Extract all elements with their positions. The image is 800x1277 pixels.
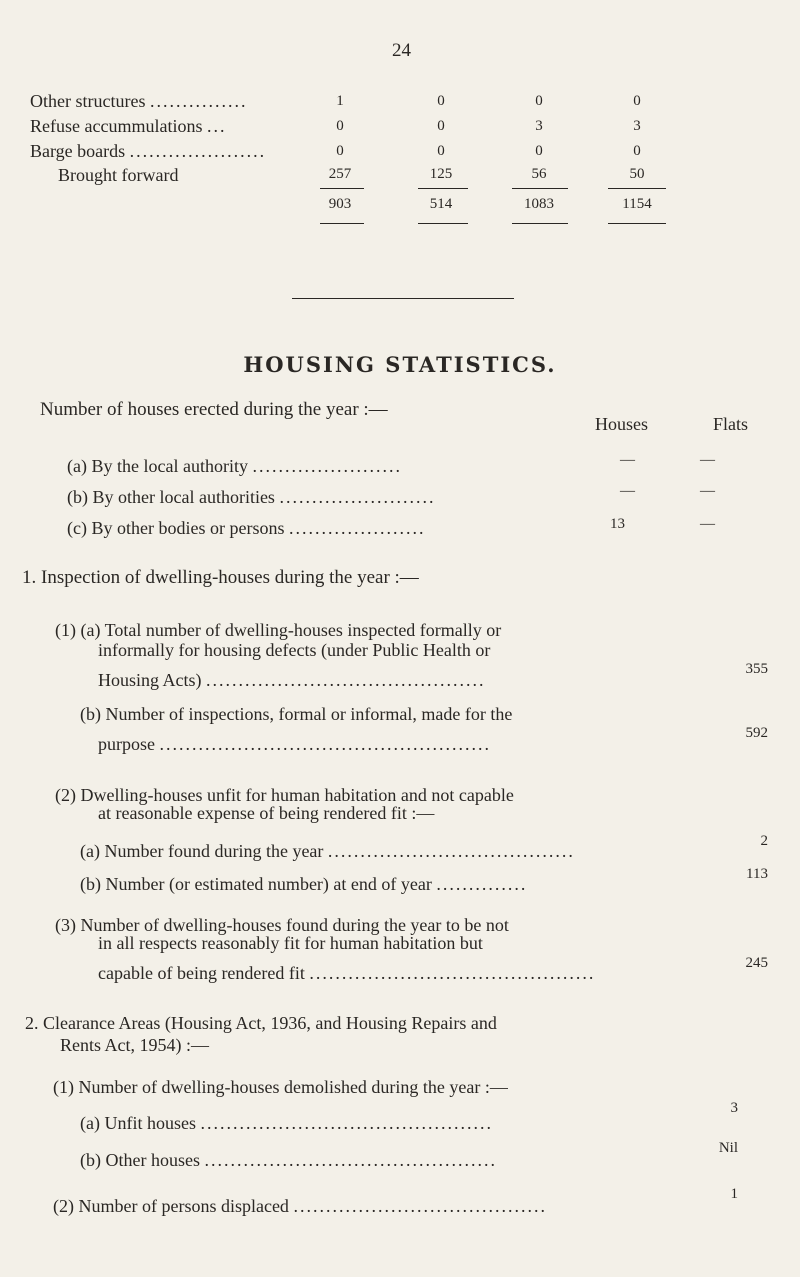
divider [320,188,364,189]
erected-row-label: (b) By other local authorities ........................ [67,487,436,507]
item-2b-value: 113 [746,866,768,882]
item-1a-value: 355 [745,661,768,677]
item-1b-text: (b) Number of inspections, formal or informal, made for the [80,704,513,724]
clearance-heading: 2. Clearance Areas (Housing Act, 1936, and Housing Repairs and [25,1013,497,1033]
divider [418,188,468,189]
table-cell: 50 [629,166,645,182]
erected-flats-value: — [700,516,715,532]
item-2a-value: 2 [760,833,768,849]
table-cell: 0 [336,118,344,134]
inspection-heading: 1. Inspection of dwelling-houses during the year :— [22,567,419,588]
item-3-text: (3) Number of dwelling-houses found during the year to be not [55,915,509,935]
col-houses-header: Houses [595,414,648,434]
table-total: 1154 [622,196,652,212]
table-cell: 0 [336,143,344,159]
divider [608,188,666,189]
table-cell: 257 [328,166,352,182]
table-row-label: Brought forward [58,165,179,185]
demolished-heading: (1) Number of dwelling-houses demolished during the year :— [53,1077,508,1097]
divider [320,223,364,224]
unfit-houses-text: (a) Unfit houses ............................................. [80,1113,493,1133]
table-cell: 3 [633,118,641,134]
persons-displaced-text: (2) Number of persons displaced ....................................... [53,1196,547,1216]
table-cell: 0 [633,143,641,159]
divider [608,223,666,224]
item-2a-text: (a) Number found during the year ...................................... [80,841,575,861]
erected-heading: Number of houses erected during the year :— [40,399,388,420]
table-cell: 0 [633,93,641,109]
section-title: HOUSING STATISTICS. [243,352,557,377]
item-1b-value: 592 [745,725,768,741]
table-cell: 56 [531,166,547,182]
item-3-text: capable of being rendered fit ............................................ [98,963,596,983]
erected-flats-value: — [700,452,715,468]
table-cell: 0 [535,93,543,109]
unfit-houses-value: 3 [730,1100,738,1116]
divider [512,188,568,189]
item-3-text: in all respects reasonably fit for human habitation but [98,933,483,953]
divider [418,223,468,224]
item-2-text: (2) Dwelling-houses unfit for human habitation and not capable [55,785,514,805]
table-cell: 125 [429,166,453,182]
item-2-text: at reasonable expense of being rendered fit :— [98,803,435,823]
item-2b-text: (b) Number (or estimated number) at end of year .............. [80,874,528,894]
item-1a-text: Housing Acts) ........................................... [98,670,486,690]
col-flats-header: Flats [713,414,749,434]
other-houses-value: Nil [718,1140,738,1156]
erected-row-label: (a) By the local authority ....................... [67,456,402,476]
divider [512,223,568,224]
item-3-value: 245 [745,955,768,971]
erected-houses-value: — [620,483,635,499]
item-1a-text: (1) (a) Total number of dwelling-houses inspected formally or [55,620,502,640]
erected-flats-value: — [700,483,715,499]
page-number: 24 [392,40,411,61]
clearance-heading: Rents Act, 1954) :— [60,1035,209,1055]
table-row-label: Barge boards ..................... [30,141,267,161]
other-houses-text: (b) Other houses ............................................. [80,1150,497,1170]
table-cell: 0 [437,143,445,159]
erected-row-label: (c) By other bodies or persons ..................... [67,518,426,538]
table-total: 1083 [524,196,554,212]
table-cell: 1 [336,93,344,109]
table-cell: 0 [437,118,445,134]
table-total: 514 [429,196,453,212]
table-cell: 0 [437,93,445,109]
persons-displaced-value: 1 [730,1186,738,1202]
erected-houses-value: — [620,452,635,468]
table-row-label: Other structures ............... [30,91,248,111]
item-1b-text: purpose ................................................... [98,734,491,754]
table-cell: 3 [535,118,543,134]
table-total: 903 [328,196,352,212]
table-row-label: Refuse accummulations ... [30,116,227,136]
section-divider [292,298,514,299]
erected-houses-value: 13 [610,516,625,532]
item-1a-text: informally for housing defects (under Public Health or [98,640,491,660]
table-cell: 0 [535,143,543,159]
